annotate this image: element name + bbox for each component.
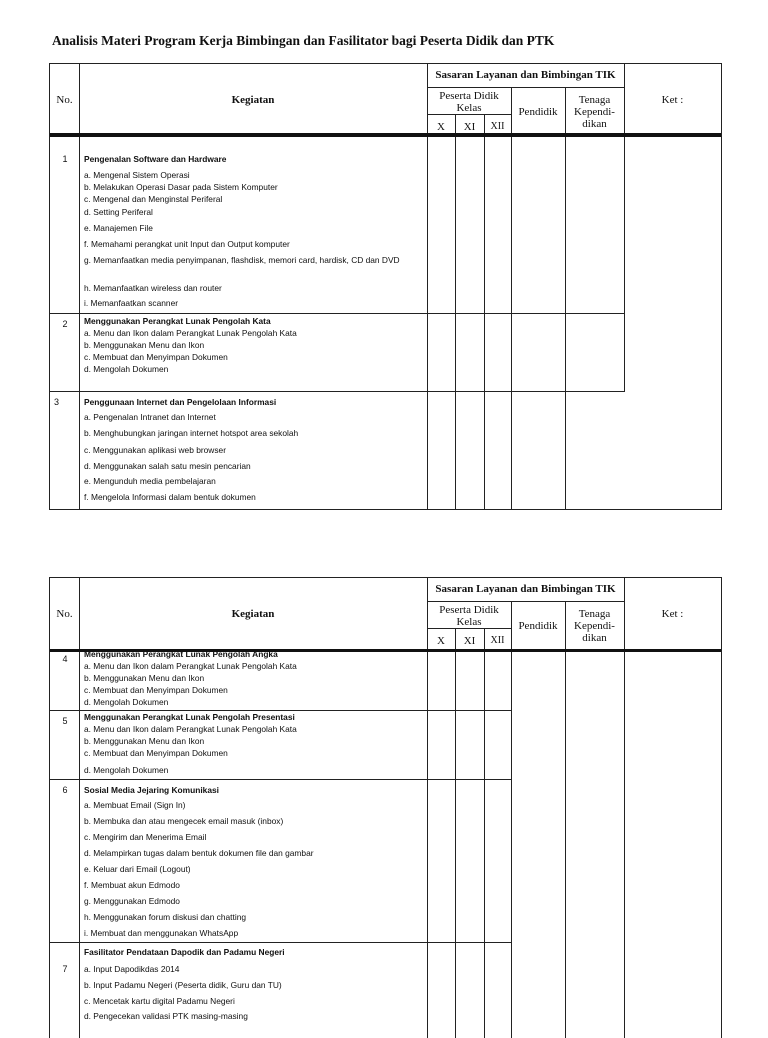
activity-item: d. Menggunakan salah satu mesin pencarian (84, 461, 251, 471)
activity-item: d. Mengolah Dokumen (84, 697, 169, 707)
header-tenaga-kependidikan: Tenaga Kependi- dikan (574, 608, 615, 644)
activity-item: d. Mengolah Dokumen (84, 765, 169, 775)
header-xi: XI (463, 635, 476, 647)
activity-item: c. Mencetak kartu digital Padamu Negeri (84, 996, 235, 1006)
activity-item: e. Keluar dari Email (Logout) (84, 864, 191, 874)
activity-item: d. Pengecekan validasi PTK masing-masing (84, 1011, 248, 1021)
activity-item: b. Menggunakan Menu dan Ikon (84, 340, 205, 350)
activity-item: e. Mengunduh media pembelajaran (84, 476, 216, 486)
row-number: 5 (62, 716, 68, 726)
activity-item: f. Memahami perangkat unit Input dan Output komputer (84, 239, 290, 249)
activity-item: d. Setting Periferal (84, 207, 153, 217)
activity-item: c. Membuat dan Menyimpan Dokumen (84, 685, 228, 695)
row-number: 3 (54, 397, 60, 407)
header-sasaran: Sasaran Layanan dan Bimbingan TIK (435, 69, 616, 81)
activity-item: i. Membuat dan menggunakan WhatsApp (84, 928, 239, 938)
row-number: 2 (62, 319, 68, 329)
header-no: No. (56, 94, 73, 106)
activity-item: g. Menggunakan Edmodo (84, 896, 180, 906)
activity-item: b. Menggunakan Menu dan Ikon (84, 736, 205, 746)
analysis-table-1 (49, 63, 722, 510)
activity-item: a. Menu dan Ikon dalam Perangkat Lunak Pengolah Kata (84, 328, 297, 338)
activity-item: c. Mengenal dan Menginstal Periferal (84, 194, 223, 204)
activity-title: Fasilitator Pendataan Dapodik dan Padamu Negeri (84, 947, 285, 957)
row-number: 6 (62, 785, 68, 795)
activity-item: a. Membuat Email (Sign In) (84, 800, 186, 810)
activity-item: g. Memanfaatkan media penyimpanan, flashdisk, memori card, hardisk, CD dan DVD (84, 255, 400, 265)
header-pendidik: Pendidik (518, 106, 558, 118)
row-number: 1 (62, 154, 68, 164)
activity-item: b. Melakukan Operasi Dasar pada Sistem Komputer (84, 182, 278, 192)
activity-item: d. Mengolah Dokumen (84, 364, 169, 374)
activity-item: c. Membuat dan Menyimpan Dokumen (84, 748, 228, 758)
page-title: Analisis Materi Program Kerja Bimbingan dan Fasilitator bagi Peserta Didik dan PTK (52, 33, 555, 48)
activity-item: e. Manajemen File (84, 223, 153, 233)
activity-item: h. Memanfaatkan wireless dan router (84, 283, 222, 293)
activity-item: b. Menggunakan Menu dan Ikon (84, 673, 205, 683)
activity-item: b. Menghubungkan jaringan internet hotspot area sekolah (84, 428, 299, 438)
header-xii: XII (490, 121, 505, 132)
row-number: 7 (62, 964, 68, 974)
header-x: X (437, 635, 445, 647)
activity-item: f. Mengelola Informasi dalam bentuk dokumen (84, 492, 256, 502)
header-sasaran: Sasaran Layanan dan Bimbingan TIK (435, 583, 616, 595)
header-tenaga-kependidikan: Tenaga Kependi- dikan (574, 94, 615, 130)
activity-title: Menggunakan Perangkat Lunak Pengolah Presentasi (84, 712, 295, 722)
activity-item: a. Input Dapodikdas 2014 (84, 964, 180, 974)
analysis-table-2 (49, 577, 722, 1038)
header-peserta-didik: Peserta Didik Kelas (439, 604, 499, 628)
activity-item: b. Input Padamu Negeri (Peserta didik, Guru dan TU) (84, 980, 282, 990)
header-kegiatan: Kegiatan (231, 608, 275, 620)
activity-item: c. Membuat dan Menyimpan Dokumen (84, 352, 228, 362)
activity-title: Penggunaan Internet dan Pengelolaan Informasi (84, 397, 277, 407)
activity-item: f. Membuat akun Edmodo (84, 880, 180, 890)
activity-item: a. Menu dan Ikon dalam Perangkat Lunak Pengolah Kata (84, 724, 297, 734)
activity-item: d. Melampirkan tugas dalam bentuk dokumen file dan gambar (84, 848, 314, 858)
row-number: 4 (62, 654, 68, 664)
header-no: No. (56, 608, 73, 620)
header-x: X (437, 121, 445, 133)
activity-item: i. Memanfaatkan scanner (84, 298, 179, 308)
activity-item: a. Menu dan Ikon dalam Perangkat Lunak Pengolah Kata (84, 661, 297, 671)
activity-item: a. Pengenalan Intranet dan Internet (84, 412, 216, 422)
header-xi: XI (463, 121, 476, 133)
activity-item: a. Mengenal Sistem Operasi (84, 170, 190, 180)
activity-item: c. Menggunakan aplikasi web browser (84, 445, 226, 455)
header-peserta-didik: Peserta Didik Kelas (439, 90, 499, 114)
header-ket: Ket : (661, 94, 684, 106)
header-xii: XII (490, 635, 505, 646)
activity-title: Menggunakan Perangkat Lunak Pengolah Kata (84, 316, 271, 326)
header-kegiatan: Kegiatan (231, 94, 275, 106)
activity-title: Pengenalan Software dan Hardware (84, 154, 227, 164)
header-ket: Ket : (661, 608, 684, 620)
header-pendidik: Pendidik (518, 620, 558, 632)
activity-item: h. Menggunakan forum diskusi dan chatting (84, 912, 247, 922)
activity-item: b. Membuka dan atau mengecek email masuk (inbox) (84, 816, 284, 826)
activity-item: c. Mengirim dan Menerima Email (84, 832, 207, 842)
activity-title: Menggunakan Perangkat Lunak Pengolah Angka (84, 649, 278, 659)
activity-title: Sosial Media Jejaring Komunikasi (84, 785, 219, 795)
